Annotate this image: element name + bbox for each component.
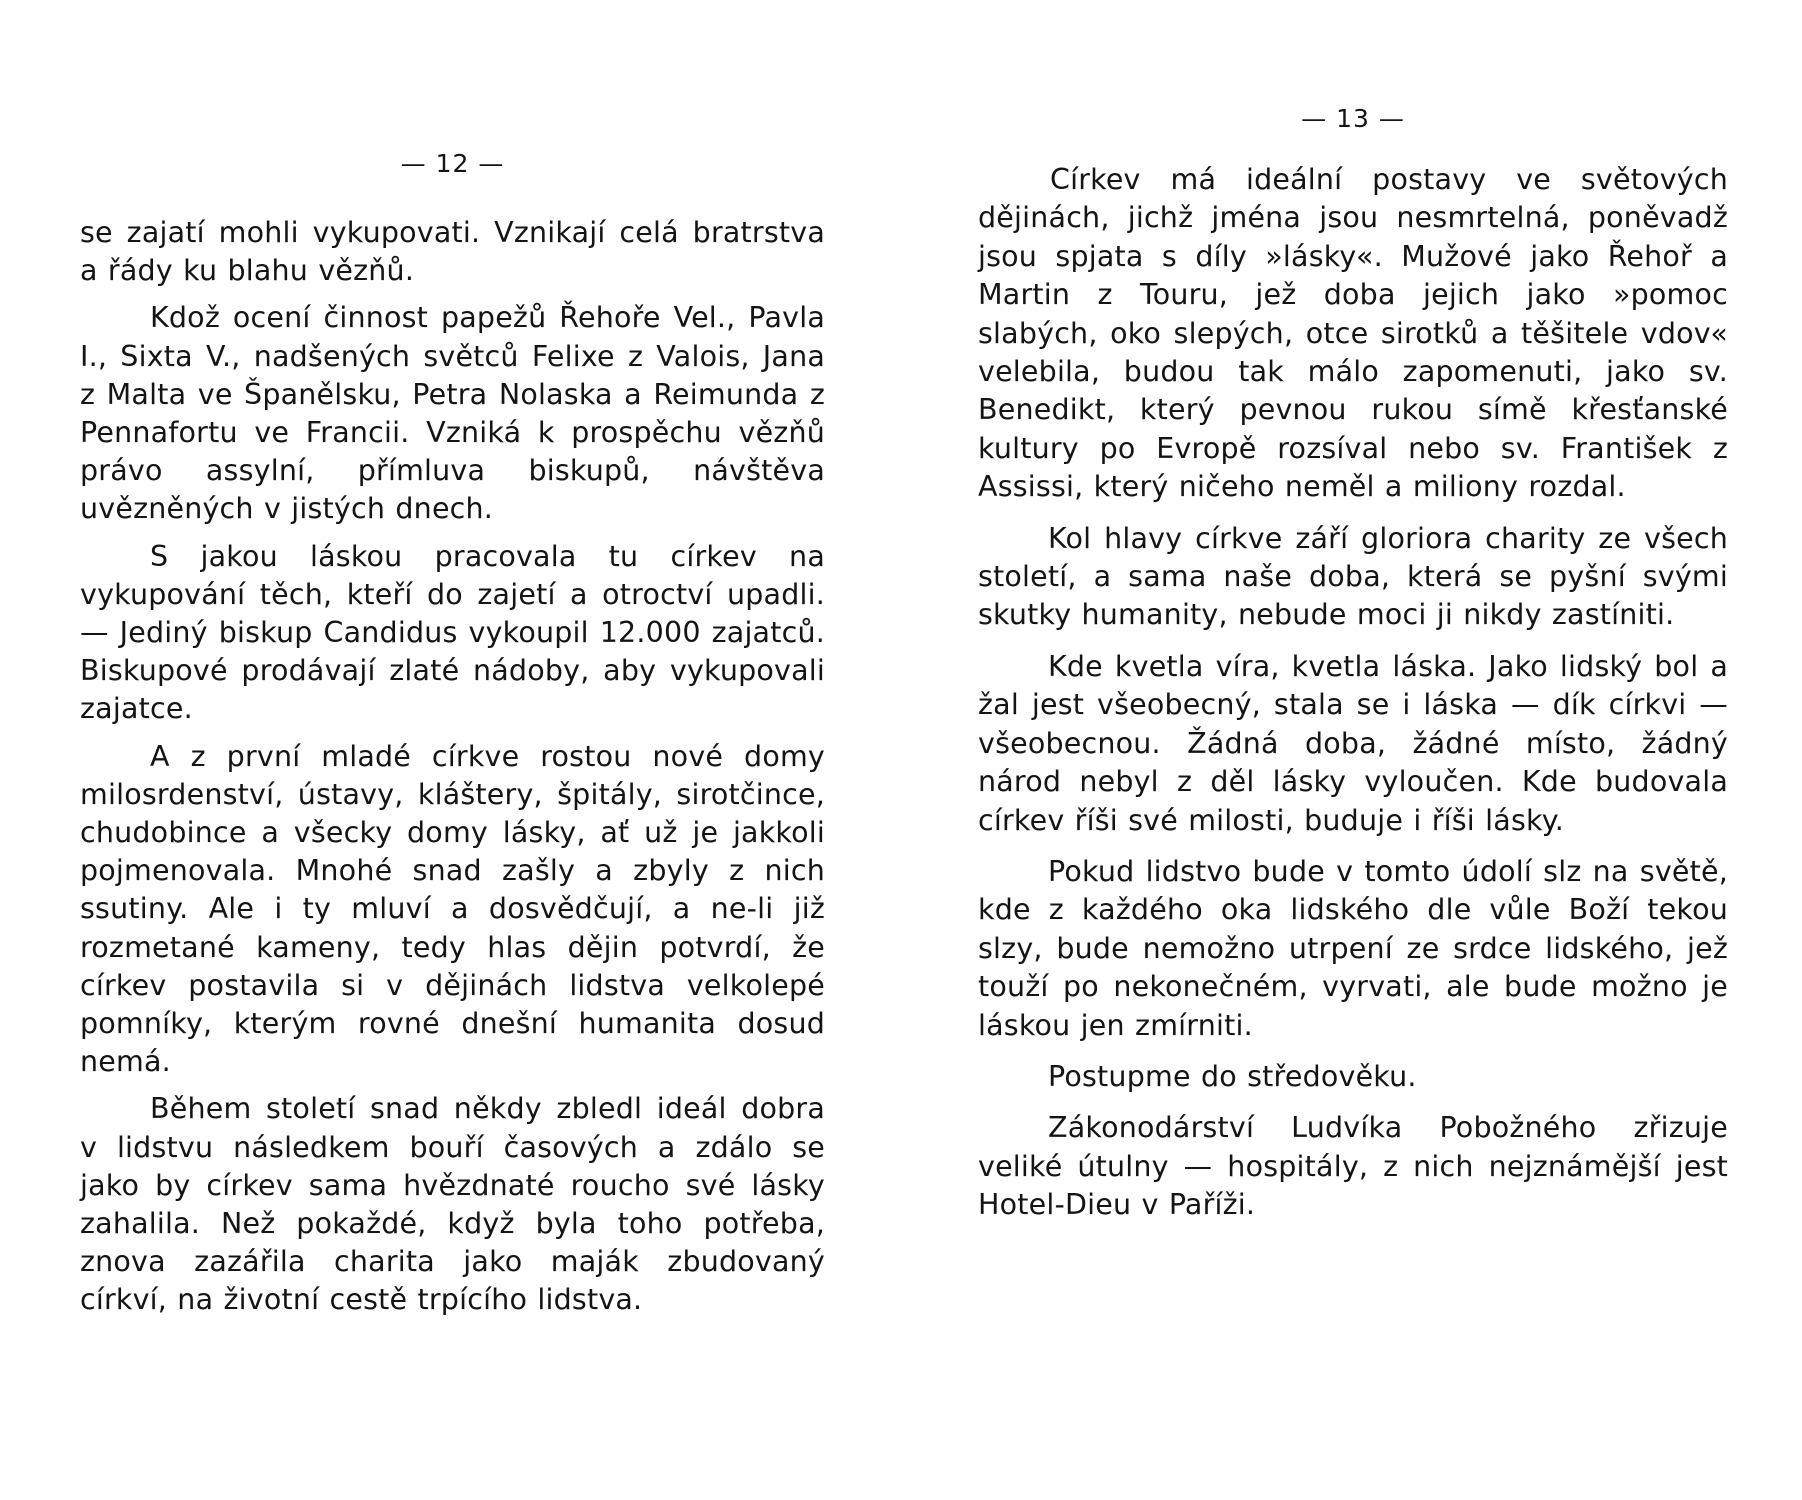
right-paragraph-6: Zákonodárství Ludvíka Pobožného zřizuje veliké útulny — hospitály, z nich nejznámější jest Hotel-Dieu v Paříži. [978,1111,1728,1222]
page-number-right: — 13 — [1301,104,1405,133]
right-paragraph-5: Postupme do středověku. [1048,1059,1417,1093]
page-number-left: — 12 — [400,149,505,178]
left-paragraph-1: se zajatí mohli vykupovati. Vznikají celá bratrstva a řády ku blahu vězňů. [80,216,825,288]
right-paragraph-2: Kol hlavy církve září gloriora charity ze všech století, a sama naše doba, která se pyšní svými skutky humanity, nebude moci ji nikdy zastíniti. [978,521,1728,632]
left-paragraph-3: S jakou láskou pracovala tu církev na vykupování těch, kteří do zajetí a otroctví upadli. — Jediný biskup Candidus vykoupil 12.000 zajatců. Biskupové prodávají zlaté nádoby, aby vykupovali zajatce. [80,539,825,726]
right-page [978,103,1728,1238]
left-paragraph-4: A z první mladé církve rostou nové domy milosrdenství, ústavy, kláštery, špitály, sirotčince, chudobince a všecky domy lásky, ať už je jakkoli pojmenovala. Mnohé snad zašly a zbyly z nich ssutiny. Ale i ty mluví a dosvědčují, a ne-li již rozmetané kameny, tedy hlas dějin potvrdí, že církev postavila si v dějinách lidstva velkolepé pomníky, kterým rovné dnešní humanita dosud nemá. [80,739,825,1079]
left-page [80,148,825,1329]
right-paragraph-1: Církev má ideální postavy ve světových dějinách, jichž jména jsou nesmrtelná, poněvadž jsou spjata s díly »lásky«. Mužové jako Řehoř a Martin z Touru, jež doba jejich jako »pomoc slabých, oko slepých, otce sirotků a těšitele vdov« velebila, budou tak málo zapomenuti, jako sv. Benedikt, který pevnou rukou símě křesťanské kultury po Evropě rozsíval nebo sv. František z Assissi, který ničeho neměl a miliony rozdal. [978,163,1728,504]
right-paragraph-4: Pokud lidstvo bude v tomto údolí slz na světě, kde z každého oka lidského dle vůle Boží tekou slzy, bude nemožno utrpení ze srdce lidského, jež touží po nekonečném, vyrvati, ale bude možno je láskou jen zmírniti. [978,854,1728,1042]
left-paragraph-2: Kdož ocení činnost papežů Řehoře Vel., Pavla I., Sixta V., nadšených světců Felixe z Valois, Jana z Malta ve Španělsku, Petra Nolaska a Reimunda z Pennafortu ve Francii. Vzniká k prospěchu vězňů právo assylní, přímluva biskupů, návštěva uvězněných v jistých dnech. [80,301,825,526]
right-paragraph-3: Kde kvetla víra, kvetla láska. Jako lidský bol a žal jest všeobecný, stala se i láska — dík církvi — všeobecnou. Žádná doba, žádné místo, žádný národ nebyl z děl lásky vyloučen. Kde budovala církev říši své milosti, buduje i říši lásky. [978,649,1728,837]
left-paragraph-5: Během století snad někdy zbledl ideál dobra v lidstvu následkem bouří časových a zdálo se jako by církev sama hvězdnaté roucho své lásky zahalila. Než pokaždé, když byla toho potřeba, znova zazářila charita jako maják zbudovaný církví, na životní cestě trpícího lidstva. [80,1092,825,1317]
